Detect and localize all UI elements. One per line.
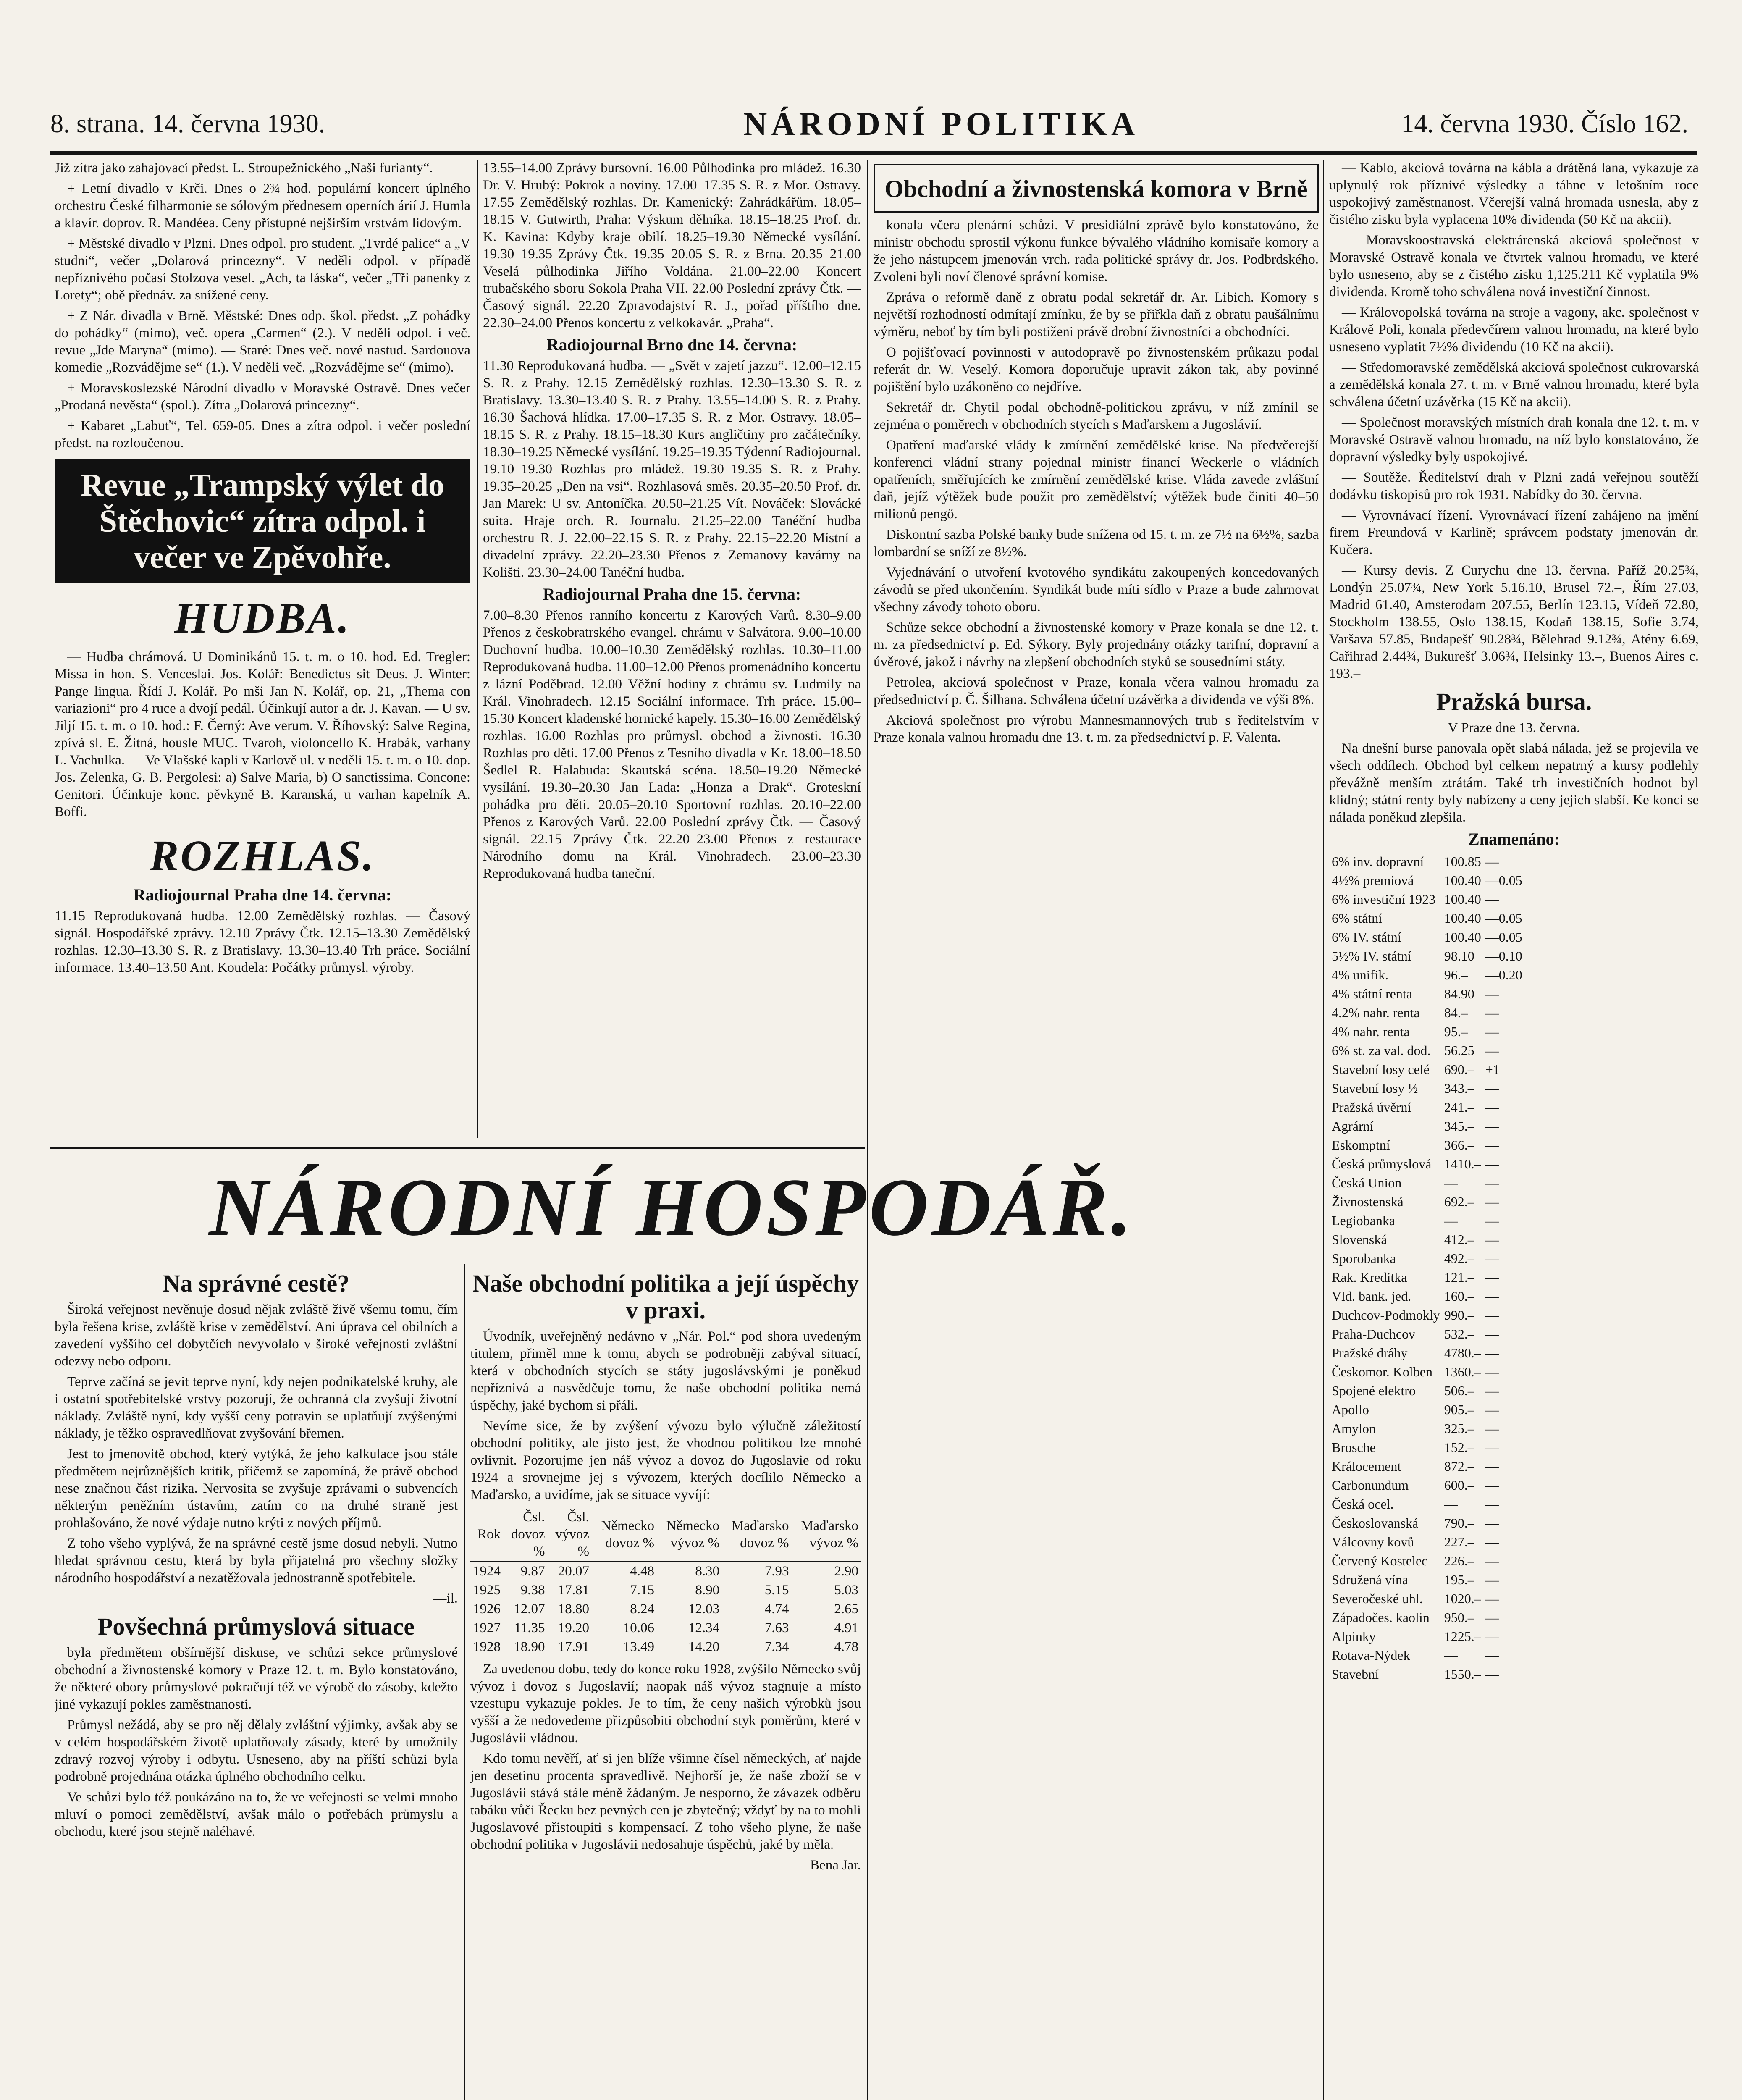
column-culture (55, 160, 470, 1138)
table-row (1330, 890, 1524, 908)
table-row (1330, 1438, 1524, 1457)
table-cell: Českomor. Kolben (1332, 1364, 1432, 1379)
table-row (1330, 1646, 1524, 1664)
table-cell: — (1485, 1270, 1499, 1285)
table-cell: Duchcov-Podmokly (1332, 1307, 1440, 1323)
rozhlas-subheading: Radiojournal Praha dne 14. června: (133, 885, 392, 904)
table-row (1330, 1287, 1524, 1305)
table-cell: 6% IV. státní (1332, 929, 1401, 945)
article-paragraph: Petrolea, akciová společnost v Praze, konala včera valnou hromadu za předsednictví p. Č. Šilhana. Schválena účetní uzávěrka a dividenda ve výši 8%. (874, 675, 1319, 707)
theatre-notice: + Městské divadlo v Plzni. Dnes odpol. pro student. „Tvrdé palice“ a „V studni“, večer „Dolarová princezny“. V neděli odpol. v případě nepříznivého počasí Stolzova vesel. „Ach, ta láska“, večer „Tři panenky z Lorety“; obě přednáv. za snížené ceny. (55, 236, 470, 303)
table-cell: — (1485, 1326, 1499, 1341)
header-rule (50, 151, 1697, 155)
table-cell: 14.20 (688, 1639, 720, 1654)
table-cell: — (1485, 1175, 1499, 1190)
table-row (1330, 1533, 1524, 1551)
table-row (1330, 1552, 1524, 1570)
column-hospodar-1 (55, 1264, 458, 2100)
theatre-notice: + Kabaret „Labuť“, Tel. 659-05. Dnes a zítra odpol. i večer poslední předst. na rozloučenou. (55, 418, 470, 451)
column-economy (874, 160, 1319, 2100)
table-cell: 5½% IV. státní (1332, 948, 1411, 963)
table-cell: 7.34 (764, 1639, 789, 1654)
table-cell: — (1485, 1515, 1499, 1530)
table-header: Německo dovoz % (592, 1508, 657, 1562)
article-paragraph: byla předmětem obšírnější diskuse, ve schůzi sekce průmyslové obchodní a živnostenské komory v Praze 12. t. m. Bylo konstatováno, že některé obory průmyslové pokračují též ve výrobě do zásoby, kdežto jiné vykazují pokles zaměstnanosti. (55, 1645, 458, 1712)
table-row (470, 1562, 861, 1581)
table-cell: —0.05 (1485, 873, 1522, 888)
bursa-date: V Praze dne 13. června. (1448, 720, 1580, 735)
table-cell: 790.– (1444, 1515, 1474, 1530)
table-cell: 98.10 (1444, 948, 1474, 963)
radio-program-brno: 11.30 Reprodukovaná hudba. — „Svět v zajetí jazzu“. 12.00–12.15 S. R. z Prahy. 12.15 Zemědělský rozhlas. 12.30–13.30 S. R. z Bratislavy. 13.30–13.40 S. R. z Prahy. 13.55–14.00 S. R. z Prahy. 16.30 Šachová hlídka. 17.00–17.35 S. R. z Mor. Ostravy. 18.05–18.15 S. R. z Prahy. 18.15–18.30 Kurs angličtiny pro začátečníky. 18.30–19.25 Německé vysílání. 19.25–19.35 Týdenní Radiojournal. 19.10–19.30 Rozhlas pro mládež. 19.30–19.35 S. R. z Prahy. 19.35–20.25 „Den na vsi“. Rozhlasová směs. 20.35–20.50 Prof. dr. Jan Marek: U sv. Antoníčka. 20.50–21.25 Vít. Nováček: Slovácké suita. Hraje orch. R. Journalu. 21.25–22.00 Tanéční hudba orchestru R. J. 22.00–22.15 S. R. z Prahy. 22.15–22.20 Místní a divadelní zprávy. 22.20–23.30 Přenos z Zemanovy kavárny na Kolišti. 23.30–24.00 Tanéční hudba. (483, 358, 861, 580)
table-row (1330, 1609, 1524, 1627)
table-cell: 690.– (1444, 1062, 1474, 1077)
table-cell: Stavební losy celé (1332, 1062, 1430, 1077)
table-cell: — (1485, 1137, 1499, 1152)
table-cell: Apollo (1332, 1402, 1369, 1417)
table-cell: Českoslovanská (1332, 1515, 1419, 1530)
table-row (1330, 1079, 1524, 1097)
table-header: Rok (470, 1508, 503, 1562)
table-cell: Sporobanka (1332, 1251, 1396, 1266)
table-cell: 6% investiční 1923 (1332, 892, 1436, 907)
article-paragraph: Z toho všeho vyplývá, že na správné cestě jsme dosud nebyli. Nutno hledat správnou cestu, která by byla přijatelná pro všechny složky národního hospodářství a nezatěžovala jednostranně spotřebitele. (55, 1536, 458, 1586)
table-cell: — (1485, 1496, 1499, 1512)
table-cell: 1926 (473, 1601, 501, 1617)
article-paragraph: Vyjednávání o utvoření kvotového syndikátu zakoupených koncedovaných závodů se před ukončením. Syndikát bude míti sídlo v Praze a bude zahrnovat všechny závody tohoto oboru. (874, 565, 1319, 614)
article-paragraph: Průmysl nežádá, aby se pro něj dělaly zvláštní výjimky, avšak aby se v celém hospodářském životě uplatňovaly zásady, které by umožnily zdravý rozvoj výroby i odbytu. Usneseno, aby na příští schůzi byla podrobně projednána otázka úplného obchodního celku. (55, 1717, 458, 1784)
table-row (1330, 1514, 1524, 1532)
table-cell: Česká ocel. (1332, 1496, 1394, 1512)
table-cell: 100.40 (1444, 892, 1481, 907)
table-row (1330, 1382, 1524, 1400)
table-cell: 4½% premiová (1332, 873, 1414, 888)
article-paragraph: — Středomoravské zemědělská akciová společnost cukrovarská a zemědělská konala 27. t. m. v Brně valnou hromadu, které byla schválena účetní uzávěrka (15 Kč na akcii). (1329, 360, 1699, 410)
table-row (1330, 1060, 1524, 1079)
table-cell: 7.93 (764, 1564, 789, 1579)
table-cell: — (1444, 1496, 1458, 1512)
table-row (1330, 1571, 1524, 1589)
radio-program-praha-15: 7.00–8.30 Přenos ranního koncertu z Karových Varů. 8.30–9.00 Přenos z českobratrského evangel. chrámu v Salvátora. 9.00–10.00 Duchovní hudba. 10.00–10.30 Zemědělský rozhlas. 10.30–11.00 Reprodukovaná hudba. 11.00–12.00 Přenos promenádního koncertu z lázní Poděbrad. 12.00 Věžní hodiny z chrámu sv. Ludmily na Král. Vinohradech. 12.15 Sociální informace. Trh práce. 15.00–15.30 Koncert kladenské hornické kapely. 15.30–16.00 Zemědělský rozhlas. 16.00 Rozhlas pro průmysl. obchod a živnosti. 16.30 Rozhlas pro děti. 17.00 Přenos z Tesního divadla v Kr. 18.00–18.50 Šedlel R. Halabuda: Skautská scéna. 18.50–19.20 Německé vysílání. 19.30–20.30 Jan Lada: „Honza a Drak“. Groteskní pohádka pro děti. 20.05–20.10 Sportovní rozhlas. 20.10–22.00 Přenos z Karových Varů. 22.00 Poslední zprávy Čtk. — Časový signál. 22.15 Zprávy Čtk. 22.20–23.00 Přenos z restaurace Národního domu na Král. Vinohradech. 23.00–23.30 Reprodukovaná hudba taneční. (483, 608, 861, 881)
article-paragraph: Schůze sekce obchodní a živnostenské komory v Praze konala se dne 12. t. m. za předsednictví p. Ed. Sýkory. Byly projednány otázky tarifní, dopravní a úvěrové, jakož i návrhy na zlepšení obchodních styků se sousedními státy. (874, 620, 1319, 669)
table-cell: 10.06 (623, 1620, 654, 1635)
table-cell: Vld. bank. jed. (1332, 1289, 1411, 1304)
table-row (1330, 909, 1524, 927)
table-cell: 950.– (1444, 1610, 1474, 1625)
table-cell: 13.49 (623, 1639, 654, 1654)
table-cell: 8.90 (695, 1583, 720, 1598)
table-cell: 84.90 (1444, 986, 1474, 1001)
article-paragraph: Nevíme sice, že by zvýšení vývozu bylo výlučně záležitostí obchodní politiky, ale jisto jest, že vhodnou politikou lze mnohé ovlivnit. Pozorujme jen náš vývoz a dovoz do Jugoslavie od roku 1924 a srovnejme jej s vývozem, kterých docílilo Německo a Maďarsko, a uvidíme, jak se situace vyvíjí: (470, 1418, 861, 1502)
table-cell: 600.– (1444, 1478, 1474, 1493)
table-row (1330, 1098, 1524, 1116)
table-row (1330, 853, 1524, 871)
table-cell: — (1444, 1175, 1458, 1190)
table-cell: Pražská úvěrní (1332, 1100, 1411, 1115)
article-paragraph: Teprve začíná se jevit teprve nyní, kdy nejen podnikatelské kruhy, ale i ostatní spotřebitelské vrstvy pozorují, že ochranná cla zvyšují životní náklady. Zvláště nyní, kdy vyšší ceny potravin se uplatňují zvýšenými náklady, je těžko ospravedlňovat zvyšování břemen. (55, 1374, 458, 1441)
praha15-heading: Radiojournal Praha dne 15. června: (543, 585, 801, 604)
table-cell: Stavební losy ½ (1332, 1081, 1418, 1096)
table-cell: Eskomptní (1332, 1137, 1390, 1152)
newspaper-title: NÁRODNÍ POLITIKA (743, 105, 1139, 142)
article-paragraph: Široká veřejnost nevěnuje dosud nějak zvláště živě všemu tomu, čím byla řešena krise, zvláště krise v zemědělství. Ani úprava cel obilních a zavedení vyššího cel dobytčích nevyvolalo v široké veřejnosti zvláštní odezvy nebo odporu. (55, 1302, 458, 1369)
table-cell: — (1485, 1478, 1499, 1493)
article-paragraph: Jest to jmenovitě obchod, který vytýká, že jeho kalkulace jsou stále předmětem nejrůznějších kritik, přičemž se zapomíná, že právě obchod nese značnou část rizika. Nervosita se zvyšuje zprávami o subvencích některým peněžním ústavům, zatím co na druhé straně jest prohlašováno, že nové výdaje nutno krýti z nových příjmů. (55, 1446, 458, 1530)
table-cell: 4.2% nahr. renta (1332, 1005, 1420, 1020)
table-row (470, 1619, 861, 1638)
table-cell: — (1485, 1629, 1499, 1644)
theatre-notice: + Moravskoslezské Národní divadlo v Moravské Ostravě. Dnes večer „Prodaná nevěsta“ (spol.). Zítra „Dolarová princezny“. (55, 381, 470, 413)
table-cell: Agrární (1332, 1118, 1374, 1134)
table-cell: 1924 (473, 1564, 501, 1579)
table-cell: 20.07 (558, 1564, 589, 1579)
table-cell: 9.87 (520, 1564, 545, 1579)
table-cell: —0.20 (1485, 967, 1522, 982)
table-cell: 343.– (1444, 1081, 1474, 1096)
table-row (1330, 1401, 1524, 1419)
table-row (1330, 1628, 1524, 1646)
article-paragraph: Kdo tomu nevěří, ať si jen blíže všimne čísel německých, ať najde jen desetinu procenta spravedlivě. Nejhorší je, že naše zboží se v Jugoslávii stává stále méně žádaným. Je nesporno, že závazek odběru tabáku vůči Řecku bez pevných cen je zbytečný; vždyť by na to mohli Jugoslavové přistoupiti s kompensací. Z toho všeho plyne, že naše obchodní politika v Jugoslávii nedosahuje úspěchů, jaké by měla. (470, 1751, 861, 1852)
table-cell: 11.35 (514, 1620, 545, 1635)
table-row (1330, 872, 1524, 890)
table-cell: Západočes. kaolin (1332, 1610, 1430, 1625)
table-cell: Pražské dráhy (1332, 1345, 1408, 1360)
table-cell: 4.48 (630, 1564, 654, 1579)
table-cell: Spojené elektro (1332, 1383, 1416, 1398)
article-signature: Bena Jar. (810, 1858, 861, 1873)
table-cell: — (1485, 1402, 1499, 1417)
table-cell: Živnostenská (1332, 1194, 1404, 1209)
table-cell: — (1485, 1572, 1499, 1587)
table-cell: Sdružená vína (1332, 1572, 1409, 1587)
table-cell: 152.– (1444, 1440, 1474, 1455)
table-cell: 4% unifik. (1332, 967, 1389, 982)
article-paragraph: — Královopolská továrna na stroje a vagony, akc. společnost v Králově Poli, konala předevčírem valnou hromadu, na které bylo usneseno vyplatit 7½% dividendu (10 Kč na akcii). (1329, 305, 1699, 354)
table-cell: Brosche (1332, 1440, 1376, 1455)
table-cell: 100.40 (1444, 929, 1481, 945)
table-cell: 95.– (1444, 1024, 1468, 1039)
table-cell: Amylon (1332, 1421, 1376, 1436)
table-cell: 532.– (1444, 1326, 1474, 1341)
table-row (1330, 1250, 1524, 1268)
table-cell: 4.74 (764, 1601, 789, 1617)
table-cell: Severočeské uhl. (1332, 1591, 1423, 1606)
table-cell: 1020.– (1444, 1591, 1481, 1606)
table-cell: Carbonundum (1332, 1478, 1409, 1493)
column-divider (1323, 160, 1324, 2100)
table-cell: — (1485, 1043, 1499, 1058)
article-paragraph: — Kablo, akciová továrna na kábla a drátěná lana, vykazuje za uplynulý rok příznivé výsledky a táhne v letošním roce uspokojivý zaměstnanost. Včerejší valná hromada usnesla, aby z čistého zisku byla vyplacena 10% dividenda (50 Kč na akcii). (1329, 160, 1699, 227)
table-cell: 345.– (1444, 1118, 1474, 1134)
table-cell: 8.24 (630, 1601, 654, 1617)
table-row (1330, 1590, 1524, 1608)
article-paragraph: Úvodník, uveřejněný nedávno v „Nár. Pol.“ pod shora uvedeným titulem, přiměl mne k tomu, abych se podrobněji zabýval situací, která v obchodních stycích se státy jugoslávskými je poněkud nepříznivá a nasvědčuje tomu, že naše obchodní politika nemá úspěchy, jaké bychom si přáli. (470, 1329, 861, 1413)
table-cell: — (1485, 1610, 1499, 1625)
table-cell: 872.– (1444, 1459, 1474, 1474)
table-row (1330, 1193, 1524, 1211)
table-row (1330, 1344, 1524, 1362)
table-row (1330, 1136, 1524, 1154)
table-cell: — (1444, 1648, 1458, 1663)
table-cell: — (1485, 1024, 1499, 1039)
table-cell: 4.78 (834, 1639, 858, 1654)
table-cell: 6% st. za val. dod. (1332, 1043, 1431, 1058)
table-row (1330, 1325, 1524, 1343)
table-cell: — (1485, 1648, 1499, 1663)
article-paragraph: Opatření maďarské vlády k zmírnění zemědělské krise. Na předvčerejší konferenci vládní strany pojednal ministr financí Weckerle o vládních opatřeních, směřujících ke zmírnění zemědělské krise. Vláda zavede zvláštní daň, jejíž výtěžek bude použit pro zemědělství; výtěžek bude činiti 40–50 milionů pengő. (874, 438, 1319, 522)
table-cell: Rotava-Nýdek (1332, 1648, 1410, 1663)
table-row (1330, 1420, 1524, 1438)
table-cell: Česká průmyslová (1332, 1156, 1432, 1171)
table-row (1330, 1174, 1524, 1192)
table-cell: — (1485, 1081, 1499, 1096)
commerce-chamber-box (874, 164, 1319, 213)
table-row (1330, 985, 1524, 1003)
table-row (1330, 1231, 1524, 1249)
column-bourse (1329, 160, 1699, 2100)
table-row (1330, 966, 1524, 984)
table-cell: 1225.– (1444, 1629, 1481, 1644)
article-paragraph: — Soutěže. Ředitelství drah v Plzni zadá veřejnou soutěží dodávku tiskopisů pro rok 1931. Nabídky do 30. června. (1329, 470, 1699, 502)
bursa-heading: Pražská bursa. (1436, 688, 1592, 715)
article-title: Povšechná průmyslová situace (98, 1613, 415, 1640)
table-row (1330, 1117, 1524, 1135)
bursa-text: Na dnešní burse panovala opět slabá nálada, jež se projevila ve všech oddílech. Obchod byl celkem nepatrný a kursy podlehly převážně menším ztrátám. Také trh investičních hodnot byl klidný; státní renty byly nabízeny a ceny jejich slabší. Ke konci se nálada poněkud zlepšila. (1329, 741, 1699, 825)
revue-advertisement: Revue „Trampský výlet do Štěchovic“ zítra odpol. i večer ve Zpěvohře. (55, 459, 470, 583)
table-cell: 96.– (1444, 967, 1468, 982)
table-cell: — (1485, 1118, 1499, 1134)
table-cell: 412.– (1444, 1232, 1474, 1247)
table-row (1330, 1155, 1524, 1173)
table-cell: Praha-Duchcov (1332, 1326, 1416, 1341)
article-paragraph: Sekretář dr. Chytil podal obchodně-politickou zprávu, v níž zmínil se zejména o poměrech v obchodních stycích s Maďarskem a Jugoslávií. (874, 400, 1319, 432)
article-paragraph: O pojišťovací povinnosti v autodopravě po živnostenském průkazu podal referát dr. W. Veselý. Komora doporučuje upravit zákon tak, aby povinné pojištění bylo uzákoněno co nejdříve. (874, 345, 1319, 394)
table-cell: 7.63 (764, 1620, 789, 1635)
table-cell: —0.05 (1485, 911, 1522, 926)
table-cell: — (1485, 1440, 1499, 1455)
theatre-notice: + Z Nár. divadla v Brně. Městské: Dnes odp. škol. předst. „Z pohádky do pohádky“ (mimo), več. opera „Carmen“ (2.). V neděli odpol. i več. revue „Jde Maryna“ (mimo). — Staré: Dnes več. nové nastud. Sardouova komedie „Rozvádějme se“ (1.). V neděli več. „Rozvádějme se“ (mimo). (55, 308, 470, 375)
table-cell: 4780.– (1444, 1345, 1481, 1360)
table-cell: — (1444, 1213, 1458, 1228)
table-cell: Válcovny kovů (1332, 1534, 1414, 1549)
article-paragraph: — Vyrovnávací řízení. Vyrovnávací řízení zahájeno na jmění firem Freundová v Karlině; správcem podstaty jmenován dr. Kučera. (1329, 508, 1699, 557)
table-cell: Králocement (1332, 1459, 1401, 1474)
table-cell: 6% státní (1332, 911, 1382, 926)
table-row (470, 1638, 861, 1656)
table-cell: 17.91 (558, 1639, 589, 1654)
hospodar-title: NÁRODNÍ HOSPODÁŘ. (209, 1162, 1135, 1253)
table-cell: 227.– (1444, 1534, 1474, 1549)
article-paragraph: Akciová společnost pro výrobu Mannesmannových trub s ředitelstvím v Praze konala valnou hromadu dne 13. t. m. za předsednictví p. F. Valenta. (874, 713, 1319, 745)
table-cell: 5.03 (834, 1583, 858, 1598)
table-cell: 9.38 (520, 1583, 545, 1598)
table-cell: — (1485, 1345, 1499, 1360)
table-cell: 8.30 (695, 1564, 720, 1579)
table-cell: — (1485, 1005, 1499, 1020)
table-cell: 990.– (1444, 1307, 1474, 1323)
table-cell: — (1485, 1364, 1499, 1379)
table-cell: 1928 (473, 1639, 501, 1654)
table-row (470, 1581, 861, 1600)
zn-heading: Znamenáno: (1468, 830, 1560, 848)
column-hospodar-2 (470, 1264, 861, 2100)
article-paragraph: konala včera plenární schůzi. V presidiální zprávě bylo konstatováno, že ministr obchodu sprostil výkonu funkce bývalého vládního komisaře komory a že jeho nástupcem jmenován vrch. rada politické správy dr. Jos. Podbrdského. Zvoleni byli noví členové správní komise. (874, 218, 1319, 284)
table-cell: 4.91 (834, 1620, 858, 1635)
radio-program-praha: 13.55–14.00 Zprávy bursovní. 16.00 Půlhodinka pro mládež. 16.30 Dr. V. Hrubý: Pokrok a noviny. 17.00–17.35 S. R. z Mor. Ostravy. 17.55 Zemědělský rozhlas. Dr. Kamenický: Zahrádkářům. 18.05–18.15 V. Gutwirth, Praha: Výskum dělníka. 18.15–18.25 Prof. dr. K. Kavina: Kdyby kraje obilí. 18.25–19.30 Německé vysílání. 19.30–19.35 Zprávy Čtk. 19.35–20.05 S. R. z Brna. 20.35–21.00 Veselá půlhodinka Jiřího Voldána. 21.00–22.00 Koncert trubačského sboru Sokola Praha VII. 22.00 Poslední zprávy Čtk. — Časový signál. 22.20 Zpravodajství R. J., pořad příštího dne. 22.30–24.00 Přenos koncertu z velkokavár. „Praha“. (483, 160, 861, 331)
table-cell: 4% nahr. renta (1332, 1024, 1410, 1039)
table-header: Maďarsko vývoz % (792, 1508, 861, 1562)
issue-number: 14. června 1930. Číslo 162. (1401, 110, 1688, 138)
table-cell: Česká Union (1332, 1175, 1402, 1190)
table-row (1330, 1023, 1524, 1041)
article-paragraph: — Kursy devis. Z Curychu dne 13. června. Paříž 20.25¾, Londýn 25.07¾, New York 5.16.10, Brusel 72.–, Řím 27.03, Madrid 61.40, Amsterodam 207.55, Berlín 123.15, Vídeň 72.80, Stockholm 138.55, Oslo 138.15, Kodaň 138.15, Sofie 3.74, Varšava 57.85, Budapešť 90.28¾, Bělehrad 9.12¾, Atény 6.69, Cařihrad 2.44¾, Bukurešť 3.06¾, Helsinky 13.–, Buenos Aires c. 193.– (1329, 563, 1699, 681)
theatre-notice: + Letní divadlo v Krči. Dnes o 2¾ hod. populární koncert úplného orchestru České filharmonie se sólovým přednesem operních árií J. Humla a klavír. doprov. R. Mandéea. Ceny přístupné nejširším vrstvám lidovým. (55, 181, 470, 231)
table-cell: 366.– (1444, 1137, 1474, 1152)
column-divider (464, 1264, 465, 2100)
table-cell: 100.40 (1444, 911, 1481, 926)
table-cell: 100.40 (1444, 873, 1481, 888)
table-cell: 17.81 (558, 1583, 589, 1598)
article-paragraph: Ve schůzi bylo též poukázáno na to, že ve veřejnosti se velmi mnoho mluví o pomoci zemědělství, avšak málo o potřebách průmyslu a obchodu, které jsou stejně naléhavé. (55, 1790, 458, 1839)
table-header: Německo vývoz % (657, 1508, 722, 1562)
table-row (470, 1600, 861, 1619)
table-cell: Stavební (1332, 1667, 1379, 1682)
table-cell: 325.– (1444, 1421, 1474, 1436)
table-header: Čsl. vývoz % (547, 1508, 591, 1562)
article-signature: —il. (433, 1591, 458, 1606)
table-cell: 2.90 (834, 1564, 858, 1579)
article-paragraph: Za uvedenou dobu, tedy do konce roku 1928, zvýšilo Německo svůj vývoz i dovoz s Jugoslavií; naopak náš vývoz stagnuje a místo vzestupu vykazuje pokles. Je to tím, že ceny našich výrobků jsou vyšší a že nedovedeme přizpůsobiti obchodní styk poměrům, které v Jugoslávii vládnou. (470, 1662, 861, 1746)
table-cell: 5.15 (764, 1583, 789, 1598)
rozhlas-heading: ROZHLAS. (150, 832, 375, 880)
hudba-text: — Hudba chrámová. U Dominikánů 15. t. m. o 10. hod. Ed. Tregler: Missa in hon. S. Venceslai. Jos. Kolář: Benedictus sit Deus. J. Winter: Pange lingua. Řídí J. Kolář. Po mši Jan N. Kolář, op. 21, „Thema con variazioni“ pro 4 ruce a dvojí pedál. Účinkují autor a dr. J. Kavan. — U sv. Jiljí 15. t. m. o 10. hod.: F. Černý: Ave verum. V. Říhovský: Salve Regina, zpívá sl. E. Žitná, housle MUC. Tvaroh, violoncello K. Hrabák, varhany L. Vachulka. — Ve Vlašské kapli v Karlově ul. v neděli 15. t. m. o 10. dop. Jos. Zelenka, G. B. Pergolesi: a) Salve Maria, b) O sanctissima. Concone: Genitori. Účinkuje konc. pěvkyně B. Karanská, u varhan kapelník A. Boffi. (55, 649, 470, 819)
table-cell: 1410.– (1444, 1156, 1481, 1171)
trade-table (470, 1508, 861, 1656)
table-row (1330, 1495, 1524, 1513)
table-row (1330, 1306, 1524, 1324)
table-cell: — (1485, 1459, 1499, 1474)
table-cell: 1927 (473, 1620, 501, 1635)
table-cell: 160.– (1444, 1289, 1474, 1304)
column-radio (483, 160, 861, 1138)
table-cell: Červený Kostelec (1332, 1553, 1428, 1568)
table-cell: +1 (1485, 1062, 1500, 1077)
table-cell: —0.05 (1485, 929, 1522, 945)
article-paragraph: — Moravskoostravská elektrárenská akciová společnost v Moravské Ostravě konala ve čtvrtek valnou hromadu, ve které bylo usneseno, aby se z čistého zisku 1,125.211 Kč vyplatila 9% dividenda. Kromě toho schválena nová investiční činnost. (1329, 233, 1699, 299)
table-cell: 241.– (1444, 1100, 1474, 1115)
table-cell: 84.– (1444, 1005, 1468, 1020)
table-row (1330, 1363, 1524, 1381)
table-row (1330, 1476, 1524, 1494)
table-cell: 226.– (1444, 1553, 1474, 1568)
bourse-table (1329, 852, 1525, 1684)
table-row (1330, 1457, 1524, 1475)
table-cell: — (1485, 1194, 1499, 1209)
table-cell: 7.15 (630, 1583, 654, 1598)
table-cell: — (1485, 1156, 1499, 1171)
table-row (1330, 1665, 1524, 1683)
table-cell: — (1485, 1534, 1499, 1549)
table-cell: Alpinky (1332, 1629, 1376, 1644)
section-rule (50, 1147, 865, 1149)
table-cell: — (1485, 1251, 1499, 1266)
masthead (50, 97, 1688, 147)
table-row (1330, 947, 1524, 965)
article-title: Naše obchodní politika a její úspěchy v praxi. (472, 1270, 859, 1324)
table-cell: — (1485, 1591, 1499, 1606)
table-cell: — (1485, 1421, 1499, 1436)
table-cell: — (1485, 1307, 1499, 1323)
table-cell: — (1485, 1232, 1499, 1247)
table-cell: 506.– (1444, 1383, 1474, 1398)
table-cell: Rak. Kreditka (1332, 1270, 1407, 1285)
table-cell: — (1485, 1213, 1499, 1228)
table-cell: 100.85 (1444, 854, 1481, 869)
table-cell: 18.80 (558, 1601, 589, 1617)
table-cell: 12.03 (688, 1601, 720, 1617)
table-cell: 905.– (1444, 1402, 1474, 1417)
table-row (1330, 1042, 1524, 1060)
table-cell: — (1485, 854, 1499, 869)
article-title: Na správné cestě? (163, 1270, 350, 1297)
table-cell: 56.25 (1444, 1043, 1474, 1058)
table-cell: — (1485, 1383, 1499, 1398)
table-cell: — (1485, 1553, 1499, 1568)
table-cell: — (1485, 986, 1499, 1001)
table-cell: — (1485, 1289, 1499, 1304)
table-cell: 4% státní renta (1332, 986, 1412, 1001)
page-number: 8. strana. 14. června 1930. (50, 110, 325, 138)
table-row (1330, 928, 1524, 946)
table-cell: 121.– (1444, 1270, 1474, 1285)
table-cell: 18.90 (514, 1639, 545, 1654)
table-cell: 1550.– (1444, 1667, 1481, 1682)
table-row (1330, 1212, 1524, 1230)
table-cell: — (1485, 892, 1499, 907)
table-cell: Slovenská (1332, 1232, 1387, 1247)
hudba-heading: HUDBA. (174, 594, 351, 642)
article-paragraph: Zpráva o reformě daně z obratu podal sekretář dr. Ar. Libich. Komory s největší rozhodností odmítají zmínku, že by se přiřkla daň z obratu paušálnímu výměru, neboť by tím byli postiženi právě drobní živnostníci a obchodníci. (874, 290, 1319, 339)
column-divider (867, 160, 868, 2100)
table-cell: 492.– (1444, 1251, 1474, 1266)
rozhlas-program: 11.15 Reprodukovaná hudba. 12.00 Zemědělský rozhlas. — Časový signál. Hospodářské zprávy. 12.10 Zprávy Čtk. 12.15–13.30 Zemědělský rozhlas. 12.30–13.30 S. R. z Bratislavy. 13.30–13.40 Trh práce. Sociální informace. 13.40–13.50 Ant. Koudela: Počátky průmysl. výroby. (55, 908, 470, 975)
article-paragraph: — Společnost moravských místních drah konala dne 12. t. m. v Moravské Ostravě valnou hromadu, na níž bylo konstatováno, že dopravní výsledky byly uspokojivé. (1329, 415, 1699, 465)
table-cell: 19.20 (558, 1620, 589, 1635)
table-cell: — (1485, 1100, 1499, 1115)
table-cell: 692.– (1444, 1194, 1474, 1209)
table-cell: 6% inv. dopravní (1332, 854, 1424, 869)
table-header: Maďarsko dovoz % (722, 1508, 791, 1562)
table-cell: 12.07 (514, 1601, 545, 1617)
table-cell: Legiobanka (1332, 1213, 1396, 1228)
table-row (1330, 1268, 1524, 1286)
theatre-notice: Již zítra jako zahajovací předst. L. Stroupežnického „Naši furianty“. (55, 160, 433, 176)
table-cell: 195.– (1444, 1572, 1474, 1587)
article-title: Obchodní a živnostenská komora v Brně (884, 175, 1308, 202)
brno-heading: Radiojournal Brno dne 14. června: (546, 335, 798, 354)
table-cell: 2.65 (834, 1601, 858, 1617)
table-cell: — (1485, 1667, 1499, 1682)
table-cell: 1925 (473, 1583, 501, 1598)
table-row (1330, 1004, 1524, 1022)
article-paragraph: Diskontní sazba Polské banky bude snížena od 15. t. m. ze 7½ na 6½%, sazba lombardní se sníží ze 8½%. (874, 527, 1319, 559)
column-divider (477, 160, 478, 1138)
table-cell: 1360.– (1444, 1364, 1481, 1379)
table-header: Čsl. dovoz % (503, 1508, 547, 1562)
table-cell: 12.34 (688, 1620, 720, 1635)
table-cell: —0.10 (1485, 948, 1522, 963)
